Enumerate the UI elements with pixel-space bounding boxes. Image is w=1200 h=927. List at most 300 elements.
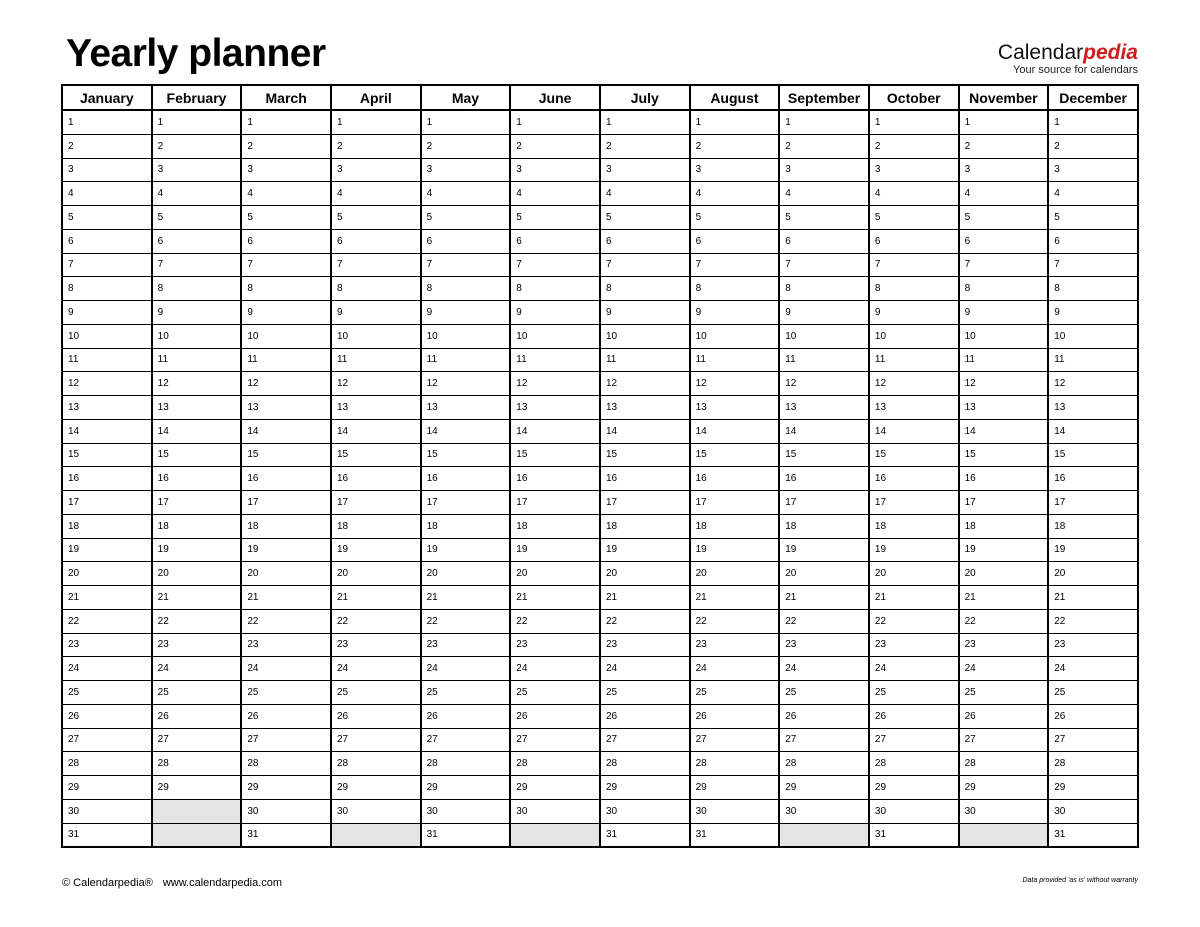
- day-cell[interactable]: 7: [421, 253, 511, 277]
- day-cell[interactable]: 13: [62, 396, 152, 420]
- day-cell[interactable]: 15: [241, 443, 331, 467]
- day-cell[interactable]: 28: [690, 752, 780, 776]
- day-cell[interactable]: 14: [331, 419, 421, 443]
- day-cell[interactable]: 8: [152, 277, 242, 301]
- day-cell[interactable]: 15: [690, 443, 780, 467]
- day-cell[interactable]: 16: [869, 467, 959, 491]
- day-cell[interactable]: 26: [1048, 704, 1138, 728]
- day-cell[interactable]: 18: [1048, 514, 1138, 538]
- day-cell[interactable]: 20: [421, 562, 511, 586]
- day-cell[interactable]: 14: [62, 419, 152, 443]
- day-cell[interactable]: 27: [241, 728, 331, 752]
- day-cell[interactable]: 5: [690, 206, 780, 230]
- day-cell[interactable]: 20: [510, 562, 600, 586]
- day-cell[interactable]: 17: [510, 491, 600, 515]
- day-cell[interactable]: 14: [600, 419, 690, 443]
- day-cell[interactable]: 21: [1048, 586, 1138, 610]
- day-cell[interactable]: 23: [600, 633, 690, 657]
- day-cell[interactable]: 13: [510, 396, 600, 420]
- day-cell[interactable]: 21: [152, 586, 242, 610]
- day-cell[interactable]: 4: [959, 182, 1049, 206]
- day-cell[interactable]: 2: [331, 134, 421, 158]
- day-cell[interactable]: 18: [152, 514, 242, 538]
- day-cell[interactable]: 17: [421, 491, 511, 515]
- day-cell[interactable]: 5: [62, 206, 152, 230]
- day-cell[interactable]: 19: [421, 538, 511, 562]
- day-cell[interactable]: 14: [959, 419, 1049, 443]
- day-cell[interactable]: 4: [241, 182, 331, 206]
- day-cell[interactable]: 29: [241, 776, 331, 800]
- day-cell[interactable]: 13: [1048, 396, 1138, 420]
- day-cell[interactable]: 14: [869, 419, 959, 443]
- day-cell[interactable]: 15: [959, 443, 1049, 467]
- day-cell[interactable]: 29: [421, 776, 511, 800]
- day-cell[interactable]: 8: [241, 277, 331, 301]
- day-cell[interactable]: 3: [779, 158, 869, 182]
- day-cell[interactable]: 16: [690, 467, 780, 491]
- day-cell[interactable]: 25: [959, 681, 1049, 705]
- day-cell[interactable]: 1: [1048, 110, 1138, 134]
- day-cell[interactable]: 12: [510, 372, 600, 396]
- day-cell[interactable]: 1: [869, 110, 959, 134]
- day-cell[interactable]: 19: [779, 538, 869, 562]
- day-cell[interactable]: 28: [779, 752, 869, 776]
- day-cell[interactable]: 12: [869, 372, 959, 396]
- day-cell[interactable]: 2: [690, 134, 780, 158]
- day-cell[interactable]: 7: [152, 253, 242, 277]
- day-cell[interactable]: 4: [421, 182, 511, 206]
- day-cell[interactable]: 19: [1048, 538, 1138, 562]
- day-cell[interactable]: 10: [331, 324, 421, 348]
- day-cell[interactable]: 10: [152, 324, 242, 348]
- day-cell[interactable]: 17: [331, 491, 421, 515]
- day-cell[interactable]: 18: [690, 514, 780, 538]
- day-cell[interactable]: 14: [1048, 419, 1138, 443]
- day-cell[interactable]: 3: [869, 158, 959, 182]
- day-cell[interactable]: 29: [600, 776, 690, 800]
- day-cell[interactable]: 31: [1048, 823, 1138, 847]
- day-cell[interactable]: 29: [152, 776, 242, 800]
- day-cell[interactable]: 9: [510, 301, 600, 325]
- day-cell[interactable]: 18: [241, 514, 331, 538]
- day-cell[interactable]: 2: [152, 134, 242, 158]
- day-cell[interactable]: 30: [869, 799, 959, 823]
- day-cell[interactable]: 16: [62, 467, 152, 491]
- day-cell[interactable]: 27: [510, 728, 600, 752]
- day-cell[interactable]: 11: [600, 348, 690, 372]
- day-cell[interactable]: 18: [869, 514, 959, 538]
- day-cell[interactable]: 29: [331, 776, 421, 800]
- day-cell[interactable]: 8: [62, 277, 152, 301]
- day-cell[interactable]: 10: [690, 324, 780, 348]
- day-cell[interactable]: 4: [779, 182, 869, 206]
- day-cell[interactable]: 27: [779, 728, 869, 752]
- day-cell[interactable]: 1: [600, 110, 690, 134]
- day-cell[interactable]: 31: [241, 823, 331, 847]
- day-cell[interactable]: 18: [779, 514, 869, 538]
- day-cell[interactable]: 13: [779, 396, 869, 420]
- day-cell[interactable]: 27: [421, 728, 511, 752]
- day-cell[interactable]: 2: [959, 134, 1049, 158]
- day-cell[interactable]: 26: [152, 704, 242, 728]
- day-cell[interactable]: 23: [510, 633, 600, 657]
- day-cell[interactable]: 16: [1048, 467, 1138, 491]
- day-cell[interactable]: 9: [779, 301, 869, 325]
- day-cell[interactable]: 30: [600, 799, 690, 823]
- day-cell[interactable]: 25: [1048, 681, 1138, 705]
- day-cell[interactable]: 31: [869, 823, 959, 847]
- day-cell[interactable]: 26: [959, 704, 1049, 728]
- day-cell[interactable]: 16: [241, 467, 331, 491]
- day-cell[interactable]: 20: [779, 562, 869, 586]
- day-cell[interactable]: 3: [241, 158, 331, 182]
- day-cell[interactable]: 9: [600, 301, 690, 325]
- day-cell[interactable]: 2: [510, 134, 600, 158]
- day-cell[interactable]: 20: [690, 562, 780, 586]
- day-cell[interactable]: 28: [331, 752, 421, 776]
- day-cell[interactable]: 14: [421, 419, 511, 443]
- day-cell[interactable]: 12: [690, 372, 780, 396]
- day-cell[interactable]: 31: [600, 823, 690, 847]
- day-cell[interactable]: 26: [869, 704, 959, 728]
- day-cell[interactable]: 13: [241, 396, 331, 420]
- day-cell[interactable]: 8: [421, 277, 511, 301]
- day-cell[interactable]: 25: [779, 681, 869, 705]
- day-cell[interactable]: 4: [1048, 182, 1138, 206]
- day-cell[interactable]: 22: [421, 609, 511, 633]
- day-cell[interactable]: 2: [241, 134, 331, 158]
- day-cell[interactable]: 15: [152, 443, 242, 467]
- day-cell[interactable]: 5: [959, 206, 1049, 230]
- day-cell[interactable]: 28: [600, 752, 690, 776]
- day-cell[interactable]: 28: [421, 752, 511, 776]
- day-cell[interactable]: 6: [959, 229, 1049, 253]
- day-cell[interactable]: 26: [690, 704, 780, 728]
- day-cell[interactable]: 22: [152, 609, 242, 633]
- day-cell[interactable]: 2: [600, 134, 690, 158]
- day-cell[interactable]: 22: [959, 609, 1049, 633]
- day-cell[interactable]: 25: [152, 681, 242, 705]
- day-cell[interactable]: 2: [869, 134, 959, 158]
- day-cell[interactable]: 10: [779, 324, 869, 348]
- day-cell[interactable]: 21: [331, 586, 421, 610]
- day-cell[interactable]: 26: [779, 704, 869, 728]
- day-cell[interactable]: 23: [779, 633, 869, 657]
- day-cell[interactable]: 6: [1048, 229, 1138, 253]
- day-cell[interactable]: 7: [241, 253, 331, 277]
- day-cell[interactable]: 11: [152, 348, 242, 372]
- day-cell[interactable]: 25: [510, 681, 600, 705]
- day-cell[interactable]: 15: [331, 443, 421, 467]
- day-cell[interactable]: 30: [690, 799, 780, 823]
- day-cell[interactable]: 20: [152, 562, 242, 586]
- day-cell[interactable]: 9: [152, 301, 242, 325]
- day-cell[interactable]: 5: [1048, 206, 1138, 230]
- day-cell[interactable]: 17: [779, 491, 869, 515]
- day-cell[interactable]: 10: [421, 324, 511, 348]
- day-cell[interactable]: 2: [421, 134, 511, 158]
- day-cell[interactable]: 31: [421, 823, 511, 847]
- day-cell[interactable]: 1: [779, 110, 869, 134]
- day-cell[interactable]: 6: [62, 229, 152, 253]
- day-cell[interactable]: 24: [959, 657, 1049, 681]
- day-cell[interactable]: 16: [331, 467, 421, 491]
- day-cell[interactable]: 14: [241, 419, 331, 443]
- day-cell[interactable]: 9: [1048, 301, 1138, 325]
- day-cell[interactable]: 22: [1048, 609, 1138, 633]
- day-cell[interactable]: 19: [152, 538, 242, 562]
- day-cell[interactable]: 11: [869, 348, 959, 372]
- brand-logo[interactable]: [998, 42, 1138, 76]
- day-cell[interactable]: 8: [959, 277, 1049, 301]
- website-link[interactable]: www.calendarpedia.com: [162, 877, 283, 889]
- day-cell[interactable]: 11: [331, 348, 421, 372]
- day-cell[interactable]: 23: [241, 633, 331, 657]
- day-cell[interactable]: 23: [152, 633, 242, 657]
- day-cell[interactable]: 20: [600, 562, 690, 586]
- day-cell[interactable]: 25: [241, 681, 331, 705]
- day-cell[interactable]: 18: [959, 514, 1049, 538]
- day-cell[interactable]: 17: [600, 491, 690, 515]
- day-cell[interactable]: 20: [331, 562, 421, 586]
- day-cell[interactable]: 9: [241, 301, 331, 325]
- day-cell[interactable]: 9: [690, 301, 780, 325]
- day-cell[interactable]: 8: [779, 277, 869, 301]
- day-cell[interactable]: 5: [779, 206, 869, 230]
- day-cell[interactable]: 15: [1048, 443, 1138, 467]
- day-cell[interactable]: 28: [959, 752, 1049, 776]
- day-cell[interactable]: 24: [600, 657, 690, 681]
- day-cell[interactable]: 22: [869, 609, 959, 633]
- day-cell[interactable]: 5: [421, 206, 511, 230]
- day-cell[interactable]: 26: [62, 704, 152, 728]
- day-cell[interactable]: 24: [421, 657, 511, 681]
- day-cell[interactable]: 18: [62, 514, 152, 538]
- day-cell[interactable]: 16: [510, 467, 600, 491]
- day-cell[interactable]: 17: [241, 491, 331, 515]
- day-cell[interactable]: 26: [510, 704, 600, 728]
- day-cell[interactable]: 19: [959, 538, 1049, 562]
- day-cell[interactable]: 27: [869, 728, 959, 752]
- day-cell[interactable]: 11: [62, 348, 152, 372]
- day-cell[interactable]: 6: [331, 229, 421, 253]
- day-cell[interactable]: 20: [1048, 562, 1138, 586]
- day-cell[interactable]: 13: [331, 396, 421, 420]
- day-cell[interactable]: 7: [600, 253, 690, 277]
- day-cell[interactable]: 6: [600, 229, 690, 253]
- day-cell[interactable]: 22: [779, 609, 869, 633]
- day-cell[interactable]: 29: [1048, 776, 1138, 800]
- day-cell[interactable]: 1: [331, 110, 421, 134]
- day-cell[interactable]: 5: [869, 206, 959, 230]
- day-cell[interactable]: 29: [779, 776, 869, 800]
- day-cell[interactable]: 25: [62, 681, 152, 705]
- day-cell[interactable]: 27: [600, 728, 690, 752]
- day-cell[interactable]: 21: [869, 586, 959, 610]
- day-cell[interactable]: 14: [510, 419, 600, 443]
- day-cell[interactable]: 7: [779, 253, 869, 277]
- day-cell[interactable]: 3: [600, 158, 690, 182]
- day-cell[interactable]: 28: [869, 752, 959, 776]
- day-cell[interactable]: 30: [331, 799, 421, 823]
- day-cell[interactable]: 10: [510, 324, 600, 348]
- day-cell[interactable]: 11: [510, 348, 600, 372]
- day-cell[interactable]: 30: [241, 799, 331, 823]
- day-cell[interactable]: 23: [1048, 633, 1138, 657]
- day-cell[interactable]: 19: [600, 538, 690, 562]
- day-cell[interactable]: 17: [959, 491, 1049, 515]
- day-cell[interactable]: 19: [869, 538, 959, 562]
- day-cell[interactable]: 24: [690, 657, 780, 681]
- day-cell[interactable]: 13: [152, 396, 242, 420]
- day-cell[interactable]: 30: [421, 799, 511, 823]
- day-cell[interactable]: 4: [690, 182, 780, 206]
- day-cell[interactable]: 17: [690, 491, 780, 515]
- day-cell[interactable]: 4: [152, 182, 242, 206]
- day-cell[interactable]: 1: [959, 110, 1049, 134]
- day-cell[interactable]: 7: [510, 253, 600, 277]
- day-cell[interactable]: 24: [779, 657, 869, 681]
- day-cell[interactable]: 24: [241, 657, 331, 681]
- day-cell[interactable]: 24: [62, 657, 152, 681]
- day-cell[interactable]: 29: [869, 776, 959, 800]
- day-cell[interactable]: 27: [331, 728, 421, 752]
- day-cell[interactable]: 23: [959, 633, 1049, 657]
- day-cell[interactable]: 19: [62, 538, 152, 562]
- day-cell[interactable]: 21: [241, 586, 331, 610]
- day-cell[interactable]: 3: [152, 158, 242, 182]
- day-cell[interactable]: 24: [510, 657, 600, 681]
- day-cell[interactable]: 16: [779, 467, 869, 491]
- day-cell[interactable]: 26: [241, 704, 331, 728]
- day-cell[interactable]: 22: [241, 609, 331, 633]
- day-cell[interactable]: 2: [1048, 134, 1138, 158]
- day-cell[interactable]: 1: [421, 110, 511, 134]
- day-cell[interactable]: 1: [241, 110, 331, 134]
- day-cell[interactable]: 7: [1048, 253, 1138, 277]
- day-cell[interactable]: 30: [1048, 799, 1138, 823]
- day-cell[interactable]: 21: [62, 586, 152, 610]
- day-cell[interactable]: 15: [779, 443, 869, 467]
- day-cell[interactable]: 27: [152, 728, 242, 752]
- day-cell[interactable]: 22: [690, 609, 780, 633]
- day-cell[interactable]: 11: [959, 348, 1049, 372]
- day-cell[interactable]: 21: [779, 586, 869, 610]
- day-cell[interactable]: 22: [510, 609, 600, 633]
- day-cell[interactable]: 23: [690, 633, 780, 657]
- day-cell[interactable]: 5: [331, 206, 421, 230]
- day-cell[interactable]: 11: [779, 348, 869, 372]
- day-cell[interactable]: 23: [869, 633, 959, 657]
- day-cell[interactable]: 6: [869, 229, 959, 253]
- day-cell[interactable]: 29: [690, 776, 780, 800]
- day-cell[interactable]: 8: [869, 277, 959, 301]
- day-cell[interactable]: 1: [62, 110, 152, 134]
- day-cell[interactable]: 10: [959, 324, 1049, 348]
- day-cell[interactable]: 14: [779, 419, 869, 443]
- day-cell[interactable]: 15: [421, 443, 511, 467]
- day-cell[interactable]: 6: [779, 229, 869, 253]
- day-cell[interactable]: 13: [959, 396, 1049, 420]
- day-cell[interactable]: 7: [869, 253, 959, 277]
- day-cell[interactable]: 7: [959, 253, 1049, 277]
- day-cell[interactable]: 9: [331, 301, 421, 325]
- day-cell[interactable]: 11: [421, 348, 511, 372]
- day-cell[interactable]: 5: [152, 206, 242, 230]
- day-cell[interactable]: 28: [510, 752, 600, 776]
- day-cell[interactable]: 12: [1048, 372, 1138, 396]
- day-cell[interactable]: 30: [779, 799, 869, 823]
- day-cell[interactable]: 12: [600, 372, 690, 396]
- day-cell[interactable]: 21: [959, 586, 1049, 610]
- day-cell[interactable]: 15: [600, 443, 690, 467]
- day-cell[interactable]: 30: [959, 799, 1049, 823]
- day-cell[interactable]: 22: [600, 609, 690, 633]
- day-cell[interactable]: 26: [331, 704, 421, 728]
- day-cell[interactable]: 8: [600, 277, 690, 301]
- day-cell[interactable]: 10: [62, 324, 152, 348]
- day-cell[interactable]: 6: [690, 229, 780, 253]
- day-cell[interactable]: 23: [331, 633, 421, 657]
- day-cell[interactable]: 12: [331, 372, 421, 396]
- day-cell[interactable]: 28: [1048, 752, 1138, 776]
- day-cell[interactable]: 17: [62, 491, 152, 515]
- day-cell[interactable]: 18: [600, 514, 690, 538]
- day-cell[interactable]: 23: [421, 633, 511, 657]
- day-cell[interactable]: 26: [421, 704, 511, 728]
- day-cell[interactable]: 25: [421, 681, 511, 705]
- day-cell[interactable]: 10: [869, 324, 959, 348]
- day-cell[interactable]: 3: [510, 158, 600, 182]
- day-cell[interactable]: 23: [62, 633, 152, 657]
- day-cell[interactable]: 29: [62, 776, 152, 800]
- day-cell[interactable]: 17: [1048, 491, 1138, 515]
- day-cell[interactable]: 15: [510, 443, 600, 467]
- day-cell[interactable]: 15: [62, 443, 152, 467]
- day-cell[interactable]: 28: [62, 752, 152, 776]
- day-cell[interactable]: 29: [959, 776, 1049, 800]
- day-cell[interactable]: 24: [1048, 657, 1138, 681]
- day-cell[interactable]: 1: [690, 110, 780, 134]
- day-cell[interactable]: 28: [241, 752, 331, 776]
- day-cell[interactable]: 12: [62, 372, 152, 396]
- day-cell[interactable]: 21: [690, 586, 780, 610]
- day-cell[interactable]: 17: [869, 491, 959, 515]
- day-cell[interactable]: 2: [779, 134, 869, 158]
- day-cell[interactable]: 18: [510, 514, 600, 538]
- day-cell[interactable]: 24: [869, 657, 959, 681]
- day-cell[interactable]: 6: [241, 229, 331, 253]
- day-cell[interactable]: 3: [1048, 158, 1138, 182]
- day-cell[interactable]: 16: [421, 467, 511, 491]
- day-cell[interactable]: 11: [690, 348, 780, 372]
- day-cell[interactable]: 20: [62, 562, 152, 586]
- day-cell[interactable]: 16: [959, 467, 1049, 491]
- day-cell[interactable]: 27: [1048, 728, 1138, 752]
- day-cell[interactable]: 4: [600, 182, 690, 206]
- day-cell[interactable]: 12: [152, 372, 242, 396]
- day-cell[interactable]: 9: [959, 301, 1049, 325]
- day-cell[interactable]: 15: [869, 443, 959, 467]
- day-cell[interactable]: 27: [690, 728, 780, 752]
- day-cell[interactable]: 14: [152, 419, 242, 443]
- day-cell[interactable]: 3: [690, 158, 780, 182]
- day-cell[interactable]: 20: [959, 562, 1049, 586]
- day-cell[interactable]: 27: [62, 728, 152, 752]
- day-cell[interactable]: 31: [62, 823, 152, 847]
- day-cell[interactable]: 9: [421, 301, 511, 325]
- day-cell[interactable]: 7: [690, 253, 780, 277]
